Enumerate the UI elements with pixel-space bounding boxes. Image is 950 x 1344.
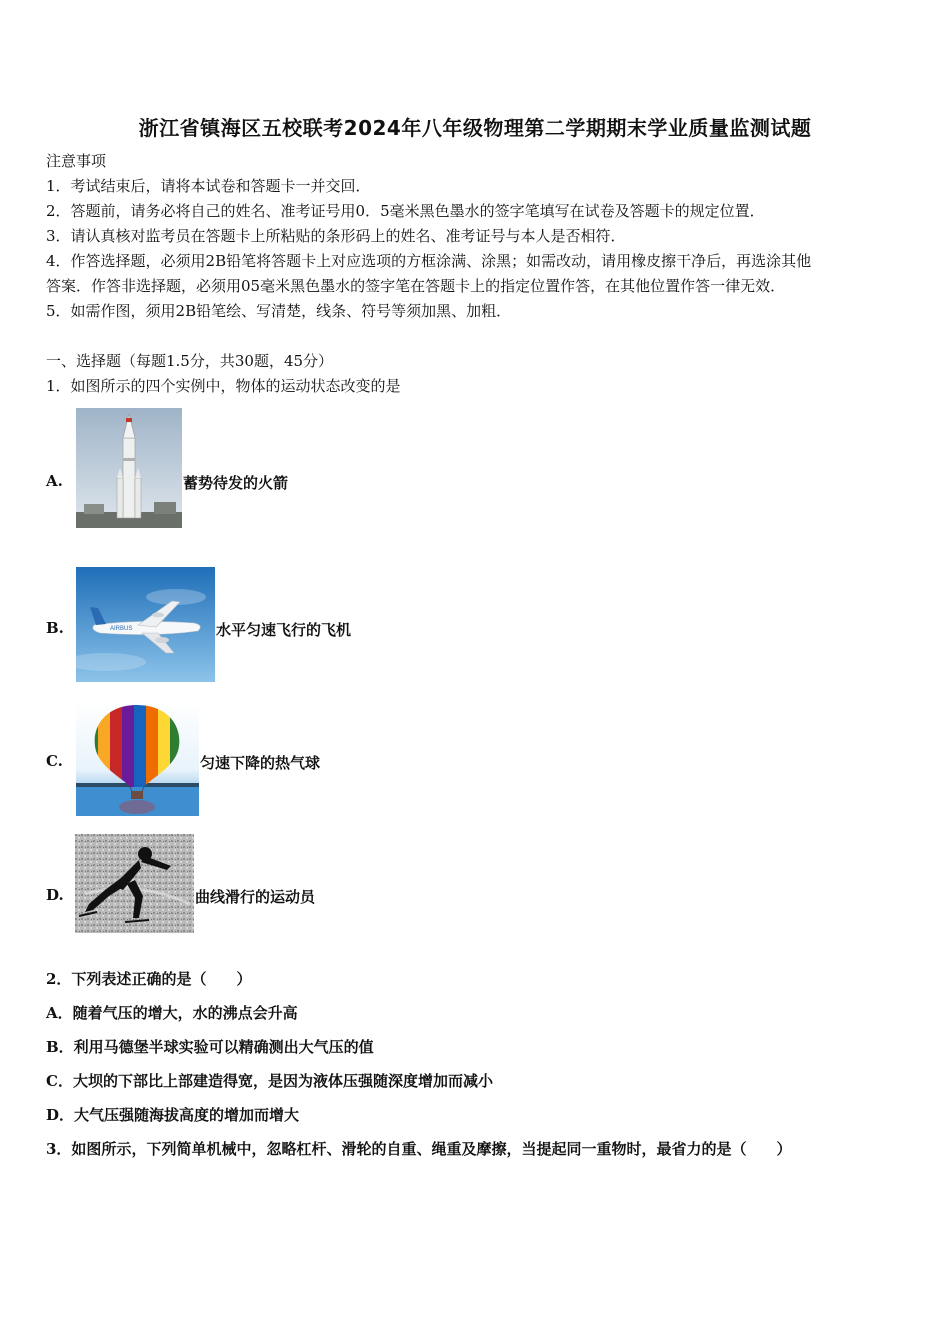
question-1-stem: 1．如图所示的四个实例中，物体的运动状态改变的是 (46, 377, 401, 395)
hot-air-balloon-image (76, 701, 199, 816)
svg-text:AIRBUS: AIRBUS (110, 626, 133, 632)
option-c-text: 匀速下降的热气球 (200, 754, 321, 772)
note-item-5: 5．如需作图，须用2B铅笔绘、写清楚，线条、符号等须加黑、加粗． (46, 302, 512, 320)
option-d-text: 曲线滑行的运动员 (195, 888, 316, 906)
question-2-option-b: B．利用马德堡半球实验可以精确测出大气压的值 (46, 1038, 374, 1056)
option-b-text: 水平匀速飞行的飞机 (216, 621, 352, 639)
option-c-letter: C. (46, 752, 63, 770)
note-item-2: 2．答题前，请务必将自己的姓名、准考证号用0．5毫米黑色墨水的签字笔填写在试卷及答题卡的规定位置． (46, 202, 765, 220)
question-2-option-a: A．随着气压的增大，水的沸点会升高 (46, 1004, 298, 1022)
option-b-letter: B. (46, 619, 64, 637)
question-2-option-c: C．大坝的下部比上部建造得宽，是因为液体压强随深度增加而减小 (46, 1072, 493, 1090)
option-d-letter: D. (46, 886, 64, 904)
question-2-stem: 2．下列表述正确的是（ ） (46, 970, 252, 988)
option-a-text: 蓄势待发的火箭 (183, 474, 289, 492)
speed-skater-image (75, 834, 194, 933)
question-3-stem: 3．如图所示，下列简单机械中，忽略杠杆、滑轮的自重、绳重及摩擦，当提起同一重物时，最省力的是（ ） (46, 1140, 792, 1158)
airplane-image (76, 567, 215, 682)
option-a-letter: A. (46, 472, 63, 490)
notes-heading: 注意事项 (46, 152, 107, 170)
rocket-image (76, 408, 182, 528)
note-item-1: 1．考试结束后，请将本试卷和答题卡一并交回． (46, 177, 371, 195)
note-item-3: 3．请认真核对监考员在答题卡上所粘贴的条形码上的姓名、准考证号与本人是否相符． (46, 227, 626, 245)
question-2-option-d: D．大气压强随海拔高度的增加而增大 (46, 1106, 300, 1124)
page-title: 浙江省镇海区五校联考2024年八年级物理第二学期期末学业质量监测试题 (138, 116, 812, 140)
section-heading: 一、选择题（每题1.5分，共30题，45分） (46, 352, 334, 370)
note-item-4-continued: 答案．作答非选择题，必须用05毫米黑色墨水的签字笔在答题卡上的指定位置作答，在其他位置作答一律无效． (46, 277, 786, 295)
note-item-4: 4．作答选择题，必须用2B铅笔将答题卡上对应选项的方框涂满、涂黑；如需改动，请用橡皮擦干净后，再选涂其他 (46, 252, 812, 270)
